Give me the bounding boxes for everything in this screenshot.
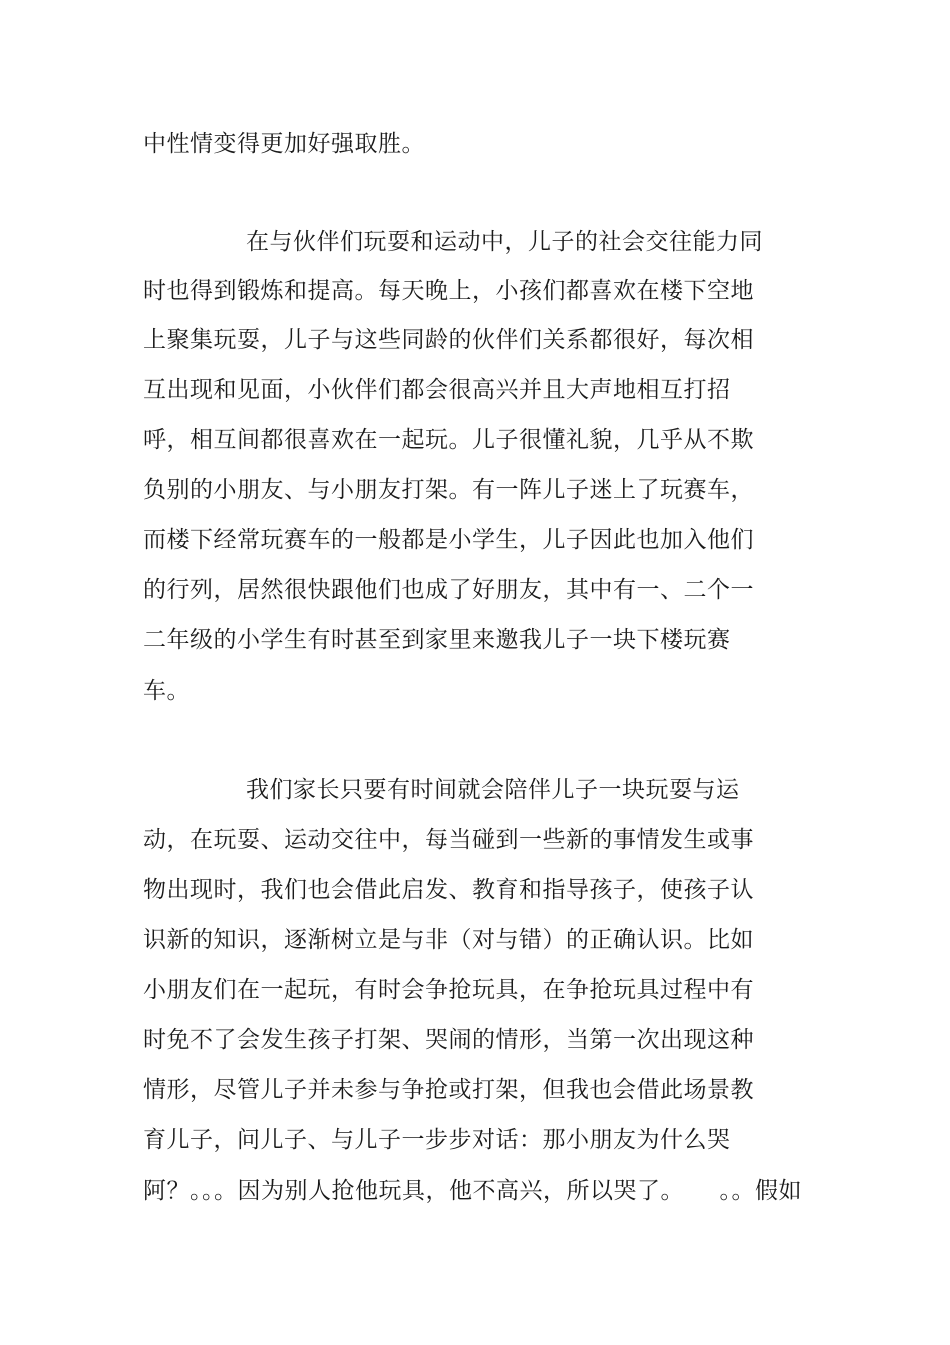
text-line: 识新的知识，逐渐树立是与非（对与错）的正确认识。比如 (143, 927, 754, 953)
text-line: 上聚集玩耍，儿子与这些同龄的伙伴们关系都很好，每次相 (143, 327, 754, 353)
text-line: 的行列，居然很快跟他们也成了好朋友，其中有一、二个一 (143, 577, 754, 603)
text-line: 而楼下经常玩赛车的一般都是小学生，儿子因此也加入他们 (143, 527, 754, 553)
text-line: 阿？。。。因为别人抢他玩具，他不高兴，所以哭了。 。。假如 (143, 1178, 802, 1204)
text-line: 时也得到锻炼和提高。每天晚上，小孩们都喜欢在楼下空地 (143, 278, 754, 304)
text-line: 互出现和见面，小伙伴们都会很高兴并且大声地相互打招 (143, 377, 731, 403)
text-line: 呼，相互间都很喜欢在一起玩。儿子很懂礼貌，几乎从不欺 (143, 427, 754, 453)
paragraph-first-line: 我们家长只要有时间就会陪伴儿子一块玩耍与运 (246, 777, 740, 803)
text-line: 动，在玩耍、运动交往中，每当碰到一些新的事情发生或事 (143, 827, 754, 853)
text-line: 小朋友们在一起玩，有时会争抢玩具，在争抢玩具过程中有 (143, 977, 754, 1003)
text-line: 时免不了会发生孩子打架、哭闹的情形，当第一次出现这种 (143, 1027, 754, 1053)
text-line: 车。 (143, 678, 190, 704)
paragraph-first-line: 在与伙伴们玩耍和运动中，儿子的社会交往能力同 (246, 229, 763, 255)
text-line: 负别的小朋友、与小朋友打架。有一阵儿子迷上了玩赛车， (143, 477, 754, 503)
text-line: 中性情变得更加好强取胜。 (143, 131, 425, 157)
text-line: 情形，尽管儿子并未参与争抢或打架，但我也会借此场景教 (143, 1077, 754, 1103)
text-line: 育儿子，问儿子、与儿子一步步对话：那小朋友为什么哭 (143, 1127, 731, 1153)
text-line: 二年级的小学生有时甚至到家里来邀我儿子一块下楼玩赛 (143, 627, 731, 653)
text-line: 物出现时，我们也会借此启发、教育和指导孩子，使孩子认 (143, 877, 754, 903)
